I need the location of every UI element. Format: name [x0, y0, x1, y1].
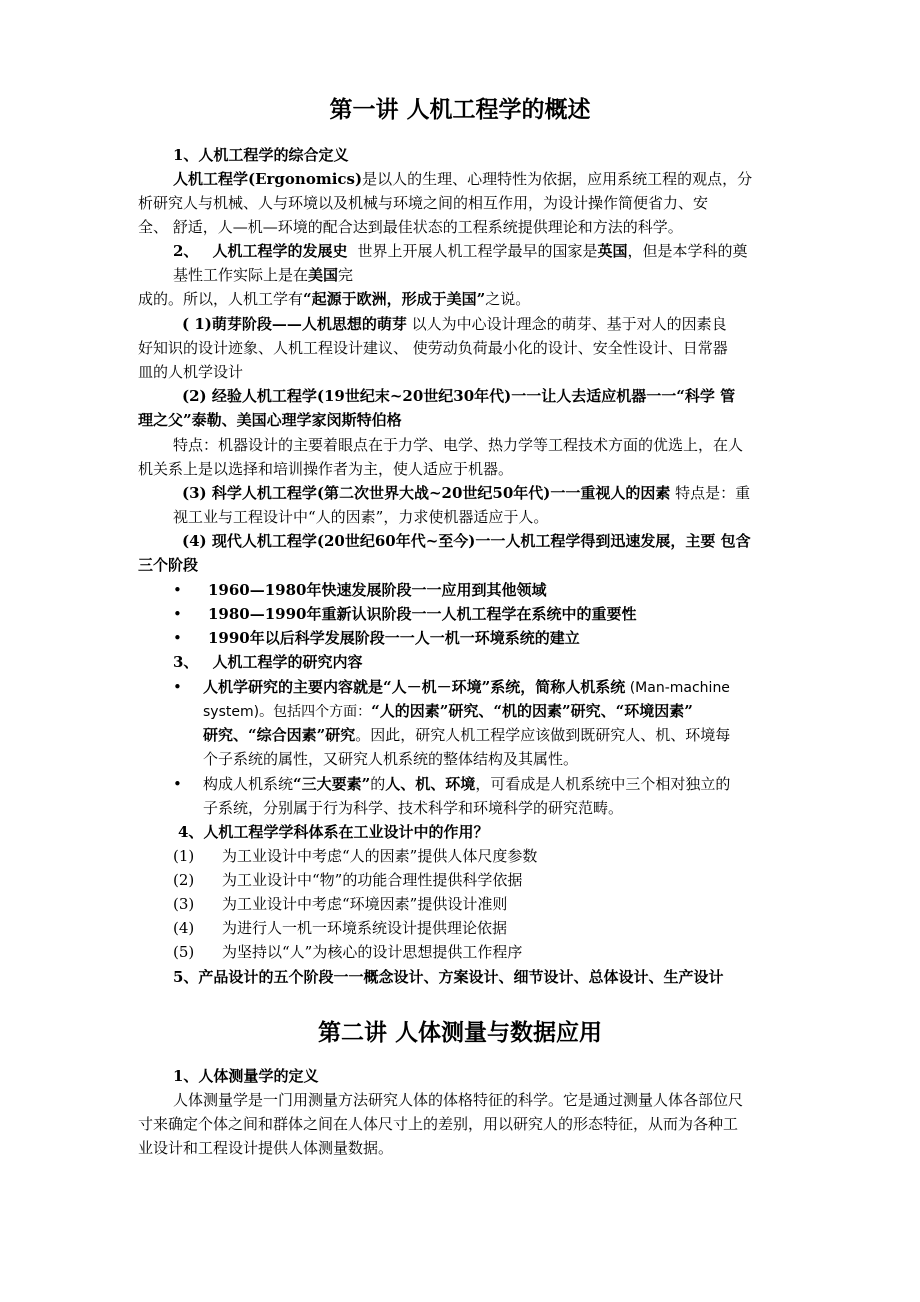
phase-3-feature-label: 特点是：重: [670, 484, 751, 502]
section-1-heading: 1、人机工程学的综合定义: [173, 146, 349, 164]
section-2-heading: 人机工程学的发展史: [212, 242, 348, 260]
bullet-marker: •: [173, 775, 182, 793]
definition-text: 是以人的生理、心理特性为依据，应用系统工程的观点，分: [362, 170, 753, 188]
history-text-5: 成的。所以，人机工学有: [138, 290, 304, 308]
elements-text-2: 的: [370, 775, 386, 793]
role-item: 为工业设计中考虑“环境因素”提供设计准则: [222, 895, 508, 913]
role-item: 为进行人一机一环境系统设计提供理论依据: [222, 919, 508, 937]
history-text-4: 完: [338, 266, 354, 284]
definition-line-1: [173, 167, 752, 191]
lecture-2-title: 第二讲 人体测量与数据应用: [317, 1020, 602, 1046]
role-number: (5): [173, 943, 195, 961]
bullet-marker: •: [173, 629, 182, 647]
section-5-heading: 5、产品设计的五个阶段一一概念设计、方案设计、细节设计、总体设计、生产设计: [173, 968, 724, 986]
research-line-4: 个子系统的属性，又研究人机系统的整体结构及其属性。: [203, 750, 579, 768]
bullet-marker: •: [173, 678, 182, 696]
research-line-3: [203, 723, 730, 747]
phase-2-heading-line-1: (2) 经验人机工程学(19世纪末~20世纪30年代)一一让人去适应机器一一“科学 管: [182, 387, 736, 405]
role-item: 为工业设计中“物”的功能合理性提供科学依据: [222, 871, 523, 889]
elements-line-2: 子系统，分别属于行为科学、技术科学和环境科学的研究范畴。: [203, 799, 624, 817]
section-3-heading-line: [173, 650, 362, 674]
definition-line-2: 析研究人与机械、人与环境以及机械与环境之间的相互作用，为设计操作简便省力、安: [138, 194, 709, 212]
three-elements: “三大要素”: [293, 775, 371, 793]
bullet-marker: •: [173, 581, 182, 599]
anthropometry-line-3: 业设计和工程设计提供人体测量数据。: [138, 1139, 394, 1157]
research-line-2: [203, 699, 693, 724]
lecture-2-section-1-heading: 1、人体测量学的定义: [173, 1067, 319, 1085]
elements-line-1: [203, 772, 730, 796]
phase-3-heading: (3) 科学人机工程学(第二次世界大战~20世纪50年代)一一重视人的因素: [182, 484, 671, 502]
elements-list: 人、机、环境: [385, 775, 476, 793]
phase-1-line-2: 好知识的设计迹象、人机工程设计建议、 使劳动负荷最小化的设计、安全性设计、日常器: [138, 339, 728, 357]
anthropometry-line-2: 寸来确定个体之间和群体之间在人体尺寸上的差别，用以研究人的形态特征，从而为各种工: [138, 1115, 739, 1133]
history-text-3: 基性工作实际上是在: [173, 266, 309, 284]
modern-stage-3: 1990年以后科学发展阶段一一人一机一环境系统的建立: [208, 629, 580, 647]
bullet-marker: •: [173, 605, 182, 623]
section-3-heading: 人机工程学的研究内容: [212, 653, 363, 671]
phase-1-text: 以人为中心设计理念的萌芽、基于对人的因素良: [406, 315, 727, 333]
research-text: 。因此，研究人机工程学应该做到既研究人、机、环境每: [355, 726, 731, 744]
section-2-line-2: [173, 263, 353, 287]
modern-stage-2: 1980—1990年重新认识阶段一一人机工程学在系统中的重要性: [208, 605, 637, 623]
saying-quote: “起源于欧洲，形成于美国”: [303, 290, 486, 308]
research-main: 人机学研究的主要内容就是“人－机－环境”系统，简称人机系统: [203, 678, 626, 696]
phase-1-line-1: [182, 312, 727, 336]
phase-3-line-1: [182, 481, 750, 505]
phase-2-feature-line-1: 特点：机器设计的主要着眼点在于力学、电学、热力学等工程技术方面的优选上，在人: [173, 436, 744, 454]
role-number: (1): [173, 847, 195, 865]
section-2-line-3: [138, 287, 530, 311]
man-machine-term: (Man-machine: [625, 680, 730, 696]
ergonomics-term: 人机工程学(Ergonomics): [173, 170, 363, 188]
history-text-2: ，但是本学科的奠: [627, 242, 748, 260]
history-text-6: 之说。: [485, 290, 531, 308]
anthropometry-line-1: 人体测量学是一门用测量方法研究人体的体格特征的科学。它是通过测量人体各部位尺: [173, 1091, 744, 1109]
role-item: 为坚持以“人”为核心的设计思想提供工作程序: [222, 943, 523, 961]
history-text-1: 世界上开展人机工程学最早的国家是: [357, 242, 598, 260]
phase-1-line-3: 皿的人机学设计: [138, 363, 244, 381]
role-number: (3): [173, 895, 195, 913]
role-item: 为工业设计中考虑“人的因素”提供人体尺度参数: [222, 847, 538, 865]
integrated-factor: 研究、“综合因素”研究: [203, 726, 356, 744]
phase-2-heading-line-2: 理之父”泰勒、美国心理学家闵斯特伯格: [138, 411, 402, 429]
country-usa: 美国: [308, 266, 339, 284]
role-number: (4): [173, 919, 195, 937]
phase-4-line-2: 三个阶段: [138, 556, 199, 574]
four-aspects-list: “人的因素”研究、“机的因素”研究、“环境因素”: [371, 702, 693, 720]
section-3-number: 3、: [173, 653, 199, 671]
definition-line-3: 全、 舒适，人—机—环境的配合达到最佳状态的工程系统提供理论和方法的科学。: [138, 218, 683, 236]
phase-4-line-1: (4) 现代人机工程学(20世纪60年代~至今)一一人机工程学得到迅速发展，主要 包含: [182, 532, 751, 550]
phase-1-heading: ( 1)萌芽阶段——人机思想的萌芽: [182, 315, 407, 333]
elements-text-3: ，可看成是人机系统中三个相对独立的: [475, 775, 731, 793]
phase-3-line-2: 视工业与工程设计中“人的因素”，力求使机器适应于人。: [173, 508, 549, 526]
phase-2-feature-line-2: 机关系上是以选择和培训操作者为主，使人适应于机器。: [138, 460, 514, 478]
role-number: (2): [173, 871, 195, 889]
section-2-number: 2、: [173, 242, 199, 260]
section-2-line-1: [173, 239, 748, 263]
section-4-heading: 4、人机工程学学科体系在工业设计中的作用？: [178, 823, 489, 841]
elements-text-1: 构成人机系统: [203, 775, 294, 793]
lecture-1-title: 第一讲 人机工程学的概述: [329, 97, 591, 123]
country-england: 英国: [597, 242, 628, 260]
research-line-1: [203, 675, 730, 700]
modern-stage-1: 1960—1980年快速发展阶段一一应用到其他领域: [208, 581, 547, 599]
four-aspects-intro: system)。包括四个方面：: [203, 704, 372, 720]
